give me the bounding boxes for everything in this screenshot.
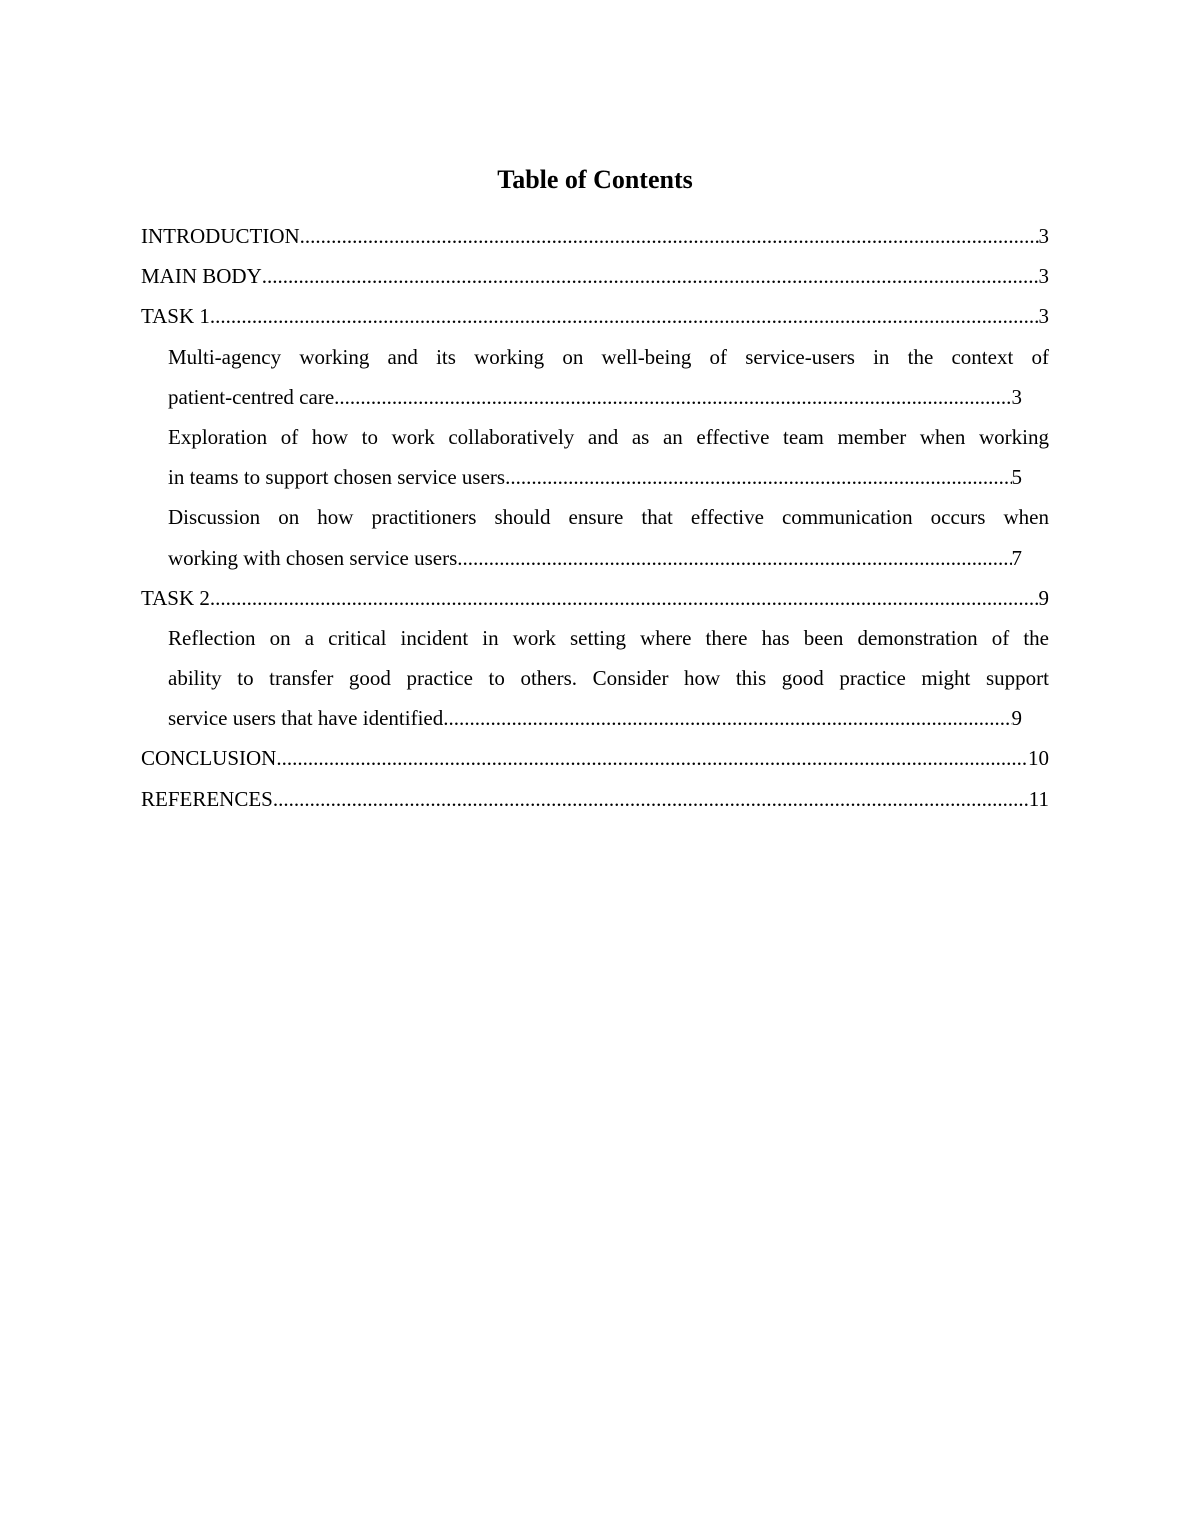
toc-subentry-last-line bbox=[168, 457, 1022, 497]
toc-list bbox=[141, 216, 1049, 819]
toc-leader-dots bbox=[443, 698, 1011, 738]
toc-subentry-communication[interactable] bbox=[141, 497, 1049, 577]
toc-subentry-collaboration[interactable] bbox=[141, 417, 1049, 497]
toc-subentry-multi-agency[interactable] bbox=[141, 337, 1049, 417]
toc-leader-dots bbox=[262, 256, 1039, 296]
toc-entry-label: service users that have identified bbox=[168, 706, 444, 731]
toc-subentry-line: ability to transfer good practice to others. Consider how this good practice might support bbox=[168, 666, 1049, 691]
toc-subentry-line: Exploration of how to work collaboratively and as an effective team member when working bbox=[168, 424, 1049, 449]
toc-page-number: 3 bbox=[1038, 224, 1049, 248]
toc-entry-label: MAIN BODY bbox=[141, 256, 262, 296]
toc-subentry-last-line bbox=[168, 377, 1022, 417]
toc-page-number: 10 bbox=[1028, 746, 1049, 771]
toc-page-number: 7 bbox=[1011, 545, 1022, 570]
toc-page-number: 9 bbox=[1038, 585, 1049, 610]
toc-page-number: 11 bbox=[1028, 786, 1049, 811]
toc-subentry-last-line bbox=[168, 698, 1022, 738]
toc-entry-label: working with chosen service users bbox=[168, 545, 458, 570]
toc-entry-main-body[interactable] bbox=[141, 256, 1049, 296]
toc-entry-label: TASK 1 bbox=[141, 296, 210, 336]
toc-entry-label: CONCLUSION bbox=[141, 738, 276, 778]
toc-page-number: 3 bbox=[1011, 384, 1022, 409]
toc-entry-references[interactable] bbox=[141, 779, 1049, 819]
toc-page-number: 3 bbox=[1038, 304, 1049, 329]
toc-entry-label: TASK 2 bbox=[141, 578, 210, 618]
toc-subentry-last-line bbox=[168, 538, 1022, 578]
toc-leader-dots bbox=[210, 578, 1039, 618]
toc-subentry-reflection[interactable] bbox=[141, 618, 1049, 739]
toc-leader-dots bbox=[505, 457, 1011, 497]
toc-leader-dots bbox=[300, 216, 1039, 256]
toc-entry-introduction[interactable] bbox=[141, 216, 1049, 256]
toc-page-number: 5 bbox=[1011, 465, 1022, 490]
toc-entry-task-1[interactable] bbox=[141, 296, 1049, 336]
toc-entry-task-2[interactable] bbox=[141, 578, 1049, 618]
toc-leader-dots bbox=[273, 779, 1029, 819]
toc-leader-dots bbox=[210, 296, 1039, 336]
toc-entry-label: patient-centred care bbox=[168, 384, 335, 409]
toc-entry-label: in teams to support chosen service users bbox=[168, 465, 506, 490]
toc-leader-dots bbox=[276, 738, 1028, 778]
toc-leader-dots bbox=[334, 377, 1011, 417]
toc-leader-dots bbox=[457, 538, 1011, 578]
toc-entry-conclusion[interactable] bbox=[141, 738, 1049, 778]
toc-subentry-line: Reflection on a critical incident in work setting where there has been demonstration of the bbox=[168, 625, 1049, 650]
toc-subentry-line: Multi-agency working and its working on well-being of service-users in the context of bbox=[168, 344, 1049, 369]
toc-title: Table of Contents bbox=[497, 165, 693, 194]
toc-page-number: 9 bbox=[1011, 706, 1022, 731]
toc-page-number: 3 bbox=[1038, 264, 1049, 289]
toc-entry-label: REFERENCES bbox=[141, 779, 273, 819]
toc-entry-label: INTRODUCTION bbox=[141, 216, 300, 256]
toc-subentry-line: Discussion on how practitioners should ensure that effective communication occurs when bbox=[168, 505, 1049, 530]
